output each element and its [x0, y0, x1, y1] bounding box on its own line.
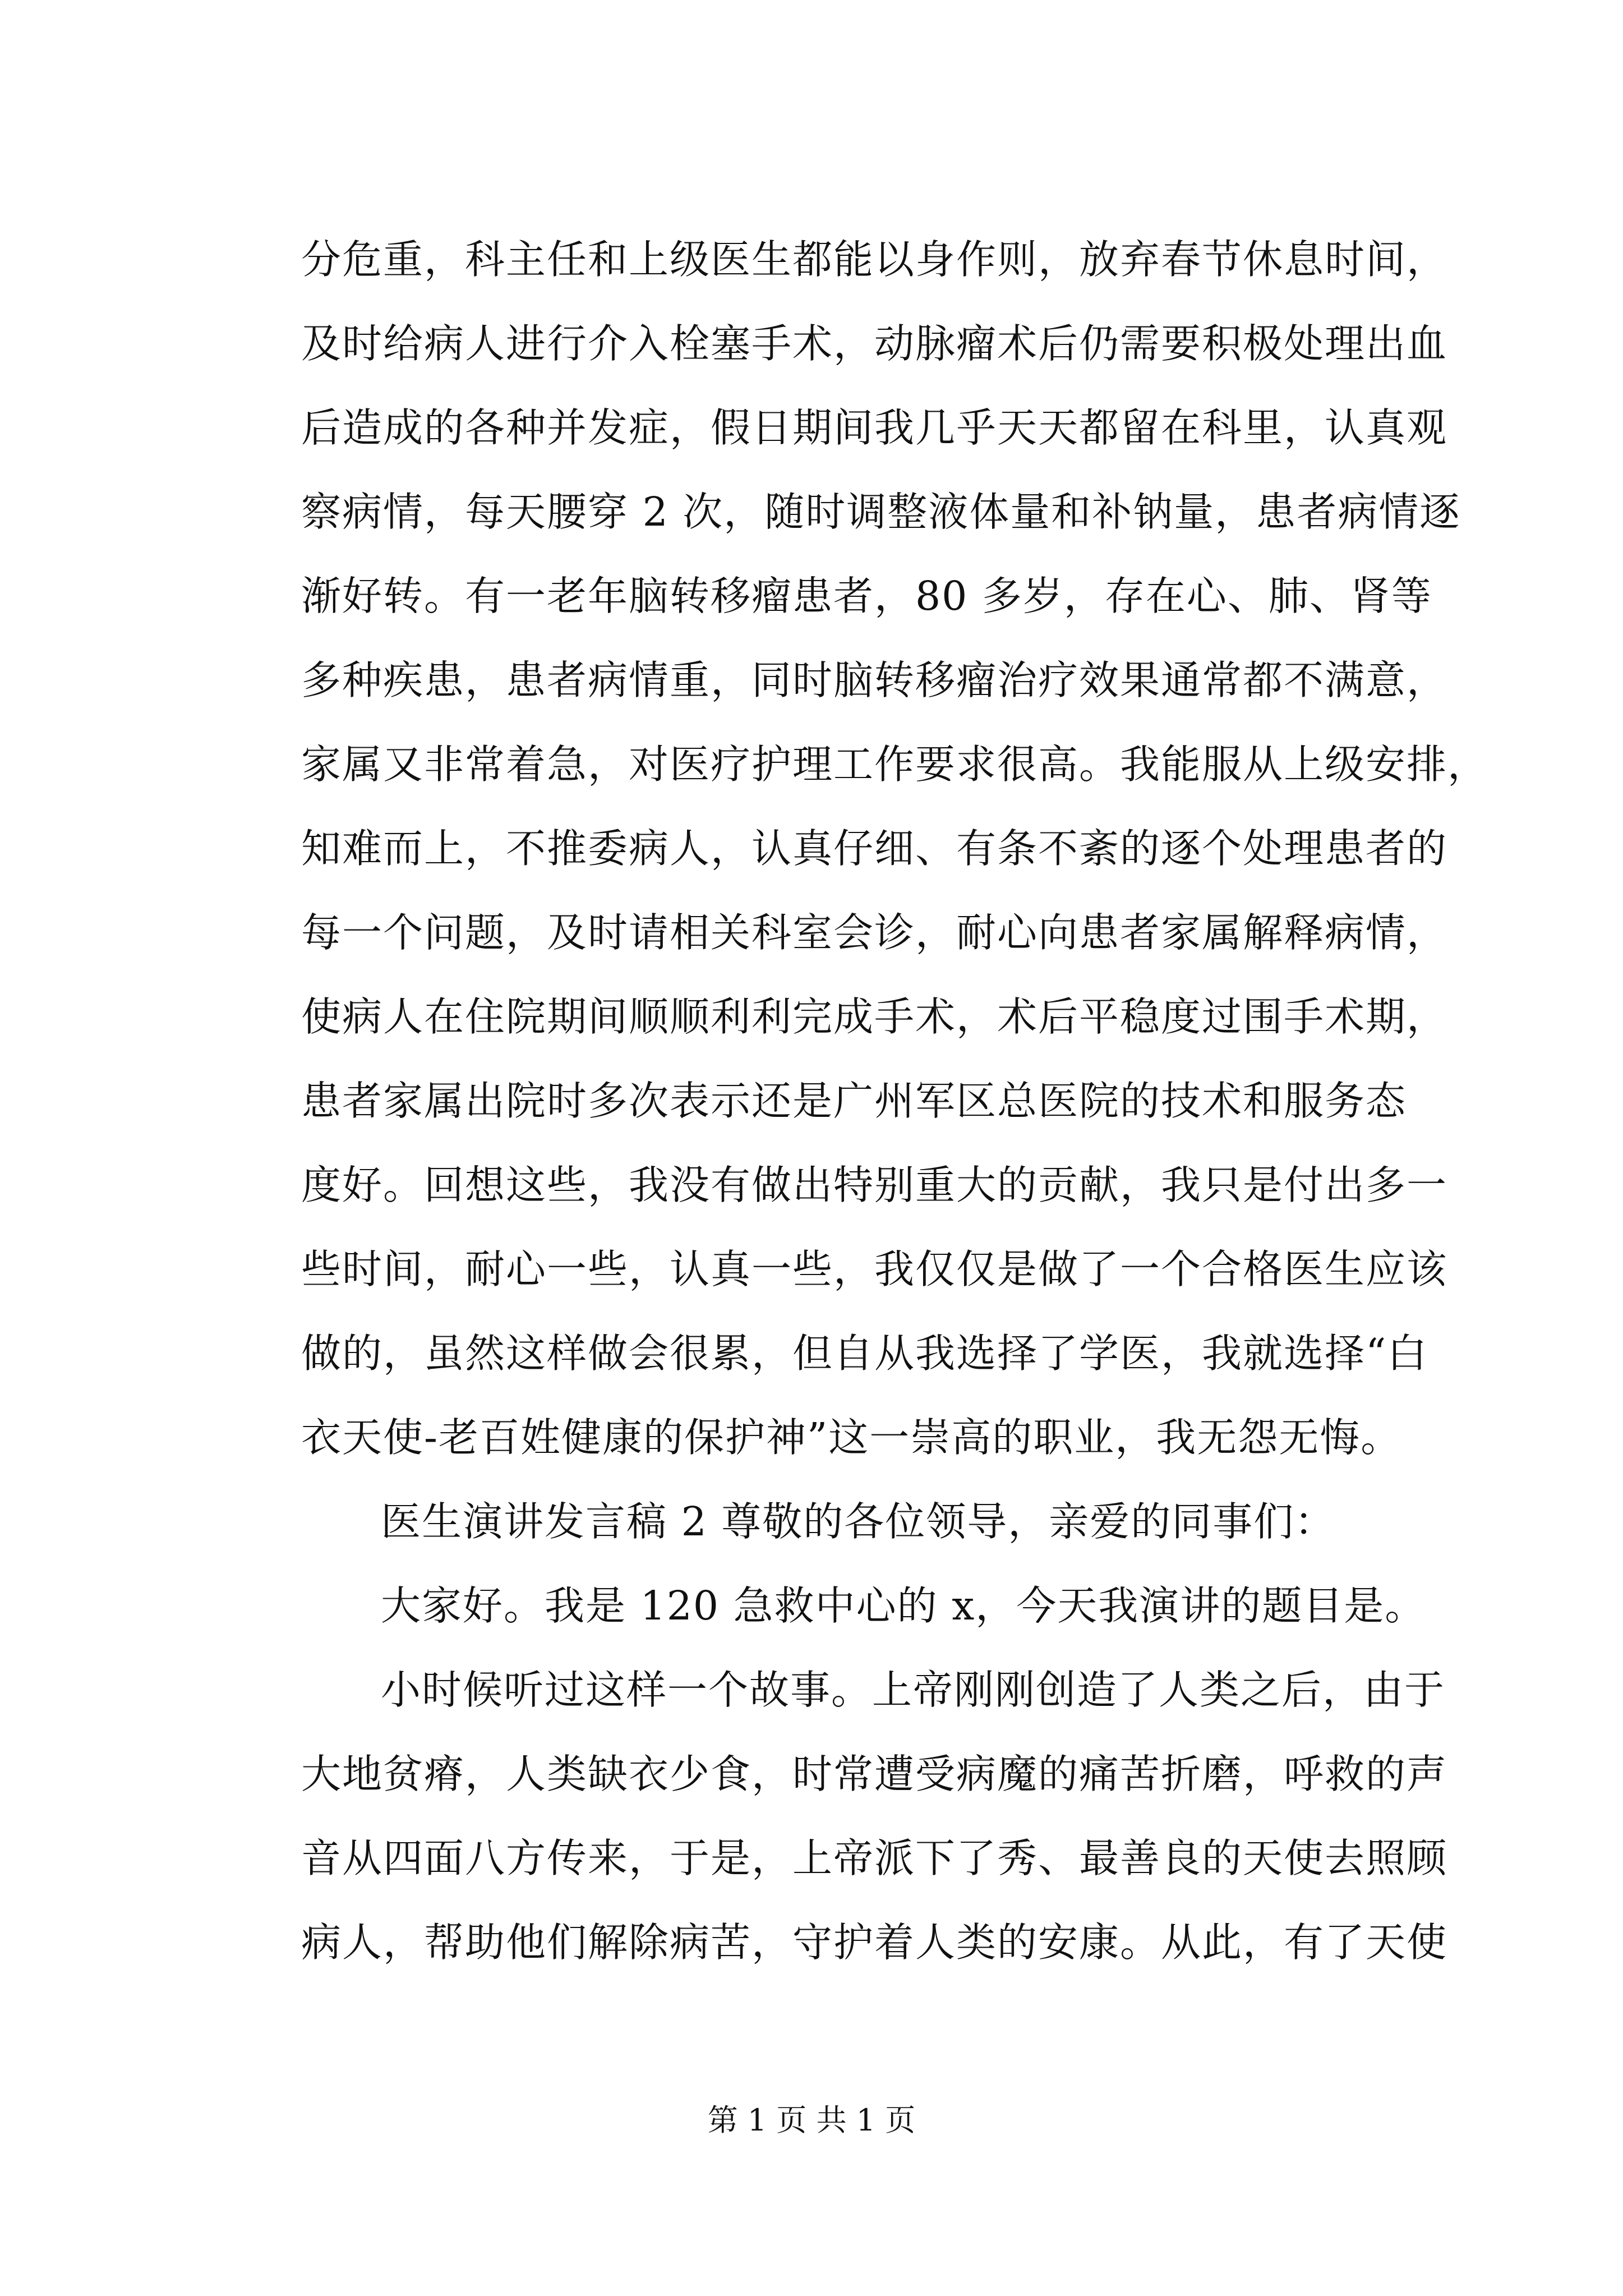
text-line: 每一个问题，及时请相关科室会诊，耐心向患者家属解释病情，: [301, 909, 1448, 956]
text-line: 使病人在住院期间顺顺利利完成手术，术后平稳度过围手术期，: [301, 993, 1448, 1040]
text-line: 衣天使-老百姓健康的保护神”这一崇高的职业，我无怨无悔。: [301, 1414, 1402, 1461]
text-line: 度好。回想这些，我没有做出特别重大的贡献，我只是付出多一: [301, 1162, 1448, 1208]
section-heading-line: 医生演讲发言稿 2 尊敬的各位领导，亲爱的同事们：: [381, 1498, 1336, 1545]
text-line: 病人，帮助他们解除病苦，守护着人类的安康。从此，有了天使: [301, 1919, 1448, 1966]
text-line: 渐好转。有一老年脑转移瘤患者，80 多岁，存在心、肺、肾等: [301, 573, 1432, 619]
text-line: 些时间，耐心一些，认真一些，我仅仅是做了一个合格医生应该: [301, 1246, 1448, 1292]
text-line: 大地贫瘠，人类缺衣少食，时常遭受病魔的痛苦折磨，呼救的声: [301, 1751, 1448, 1797]
text-line: 多种疾患，患者病情重，同时脑转移瘤治疗效果通常都不满意，: [301, 657, 1448, 703]
text-line: 分危重，科主任和上级医生都能以身作则，放弃春节休息时间，: [301, 236, 1448, 283]
text-line: 音从四面八方传来，于是，上帝派下了秀、最善良的天使去照顾: [301, 1835, 1448, 1881]
paragraph-start-line: 小时候听过这样一个故事。上帝刚刚创造了人类之后，由于: [381, 1667, 1446, 1713]
greeting-line: 大家好。我是 120 急救中心的 x，今天我演讲的题目是。: [381, 1582, 1426, 1629]
page-footer: 第 1 页 共 1 页: [707, 2102, 916, 2138]
text-line: 知难而上，不推委病人，认真仔细、有条不紊的逐个处理患者的: [301, 825, 1448, 872]
text-line: 及时给病人进行介入栓塞手术，动脉瘤术后仍需要积极处理出血: [301, 320, 1448, 367]
text-line: 察病情，每天腰穿 2 次，随时调整液体量和补钠量，患者病情逐: [301, 489, 1461, 535]
body-text: [301, 218, 1489, 1985]
text-line: 后造成的各种并发症，假日期间我几乎天天都留在科里，认真观: [301, 404, 1448, 451]
text-line: 患者家属出院时多次表示还是广州军区总医院的技术和服务态: [301, 1078, 1407, 1124]
text-line: 家属又非常着急，对医疗护理工作要求很高。我能服从上级安排，: [301, 741, 1489, 788]
text-line: 做的，虽然这样做会很累，但自从我选择了学医，我就选择“白: [301, 1330, 1428, 1377]
